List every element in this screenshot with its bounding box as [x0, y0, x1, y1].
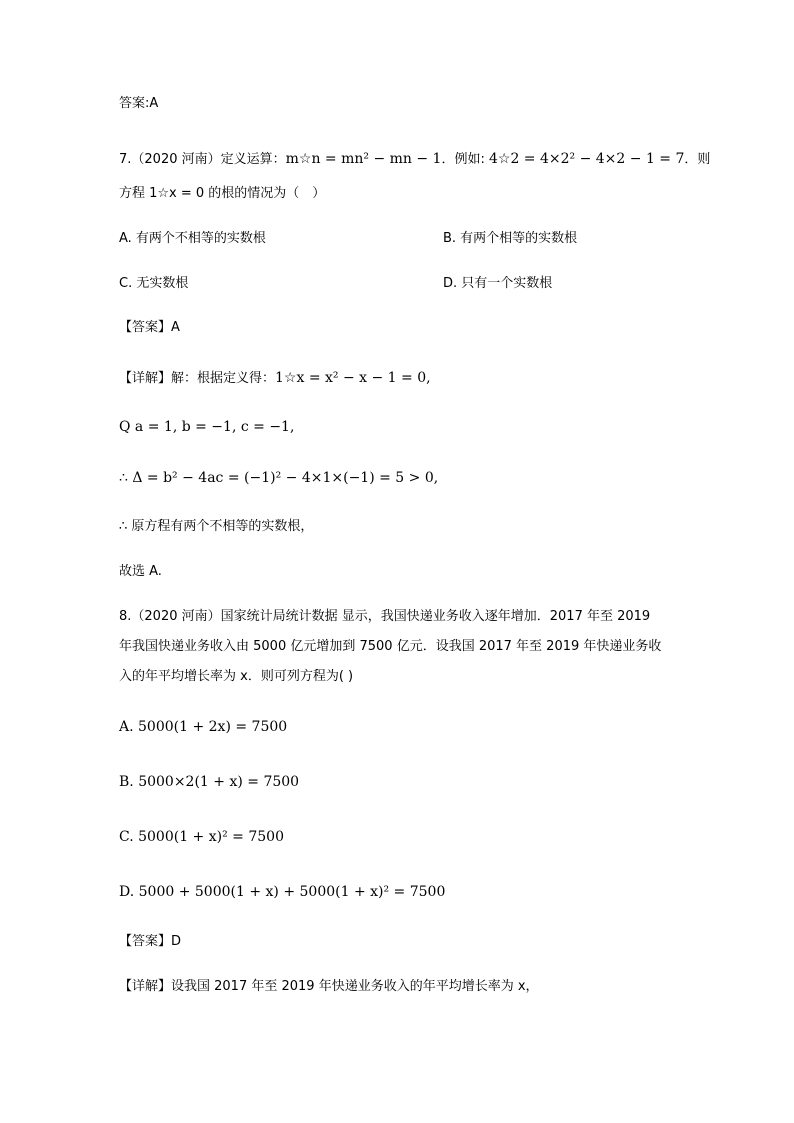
q7-answer: 【答案】A	[119, 320, 180, 335]
q7-prefix: 7.（2020 河南）定义运算：	[119, 152, 286, 167]
q7-detail-equation: 1☆x = x² − x − 1 = 0,	[275, 370, 431, 386]
q7-definition: m☆n = mn² − mn − 1	[285, 151, 442, 167]
q7-detail	[119, 368, 431, 389]
previous-answer: 答案:A	[119, 96, 159, 111]
q7-option-c: C. 无实数根	[119, 276, 189, 291]
q7-step-discriminant: ∴ Δ = b² − 4ac = (−1)² − 4×1×(−1) = 5 > 0,	[119, 470, 439, 486]
q8-option-c: C. 5000(1 + x)² = 7500	[119, 829, 284, 845]
q7-stem-line1	[119, 149, 710, 170]
q8-option-d: D. 5000 + 5000(1 + x) + 5000(1 + x)² = 7500	[119, 884, 446, 900]
q7-detail-prefix: 【详解】解：根据定义得：	[119, 371, 276, 386]
q7-example-prefix: ．例如:	[441, 152, 489, 167]
q7-option-b: B. 有两个相等的实数根	[443, 231, 578, 246]
q7-example: 4☆2 = 4×2² − 4×2 − 1 = 7	[488, 151, 685, 167]
q7-option-d: D. 只有一个实数根	[443, 276, 553, 291]
q8-answer: 【答案】D	[119, 934, 182, 949]
q7-step-conclusion: ∴ 原方程有两个不相等的实数根，	[119, 519, 314, 534]
q8-option-b: B. 5000×2(1 + x) = 7500	[119, 774, 300, 790]
q8-stem-line1: 8.（2020 河南）国家统计局统计数据 显示，我国快递业务收入逐年增加．2017 年至 2019	[119, 609, 651, 624]
q7-step-coefficients: Q a = 1, b = −1, c = −1,	[119, 419, 295, 435]
q7-option-a: A. 有两个不相等的实数根	[119, 231, 266, 246]
q7-step-choice: 故选 A.	[119, 564, 162, 579]
q8-option-a: A. 5000(1 + 2x) = 7500	[119, 719, 288, 735]
q7-suffix: ．则	[684, 152, 711, 167]
q7-stem-line2: 方程 1☆x = 0 的根的情况为（ ）	[119, 186, 326, 201]
q8-stem-line2: 年我国快递业务收入由 5000 亿元增加到 7500 亿元．设我国 2017 年至 2019 年快递业务收	[119, 639, 662, 654]
q8-stem-line3: 入的年平均增长率为 x．则可列方程为( )	[119, 669, 354, 684]
q8-detail: 【详解】设我国 2017 年至 2019 年快递业务收入的年平均增长率为 x，	[119, 979, 539, 994]
